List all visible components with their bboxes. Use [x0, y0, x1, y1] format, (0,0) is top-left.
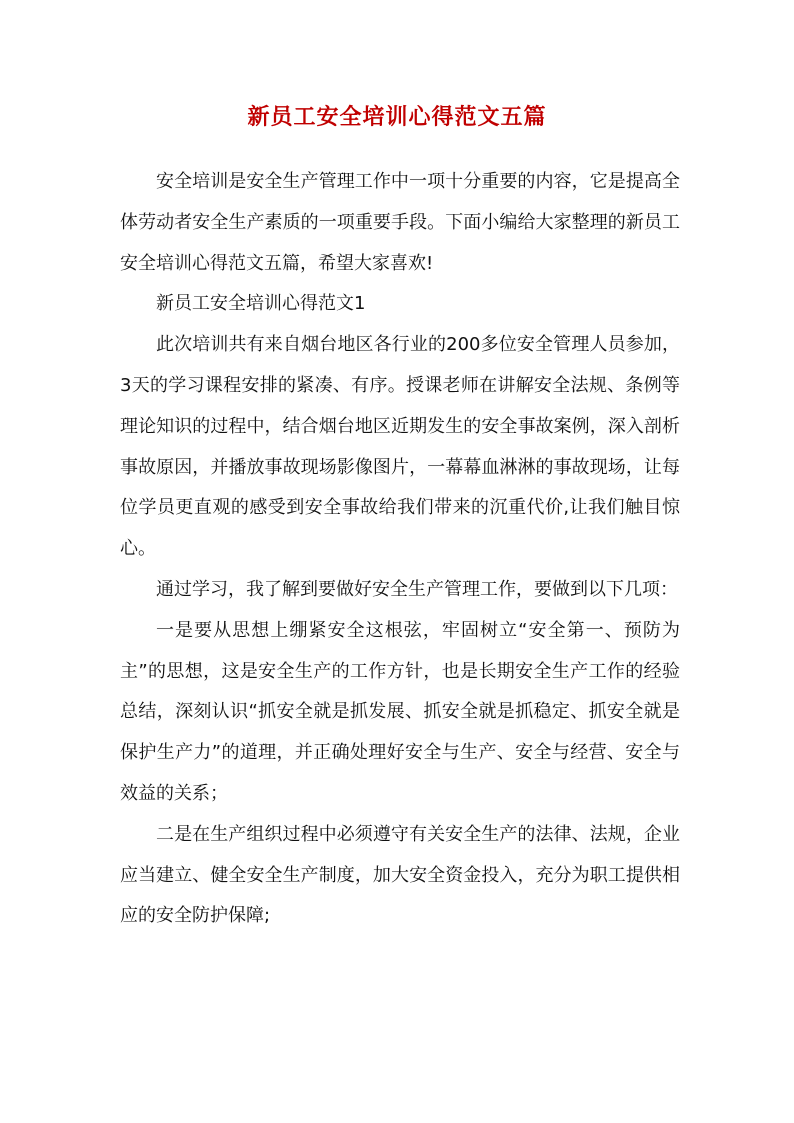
- paragraph-intro: 安全培训是安全生产管理工作中一项十分重要的内容，它是提高全体劳动者安全生产素质的一项重要手段。下面小编给大家整理的新员工安全培训心得范文五篇，希望大家喜欢!: [120, 171, 680, 274]
- paragraph-section-heading: 新员工安全培训心得范文1: [156, 293, 366, 315]
- paragraph-point-one: 一是要从思想上绷紧安全这根弦，牢固树立“安全第一、预防为主”的思想，这是安全生产的工作方针，也是长期安全生产工作的经验总结，深刻认识“抓安全就是抓发展、抓安全就是抓稳定、抓安全就是保护生产力”的道理，并正确处理好安全与生产、安全与经营、安全与效益的关系；: [120, 619, 680, 804]
- paragraph-point-two: 二是在生产组织过程中必须遵守有关安全生产的法律、法规，企业应当建立、健全安全生产制度，加大安全资金投入，充分为职工提供相应的安全防护保障;: [120, 823, 680, 927]
- paragraph-learning-summary: 通过学习，我了解到要做好安全生产管理工作，要做到以下几项：: [156, 578, 678, 600]
- paragraph-training-overview: 此次培训共有来自烟台地区各行业的200多位安全管理人员参加，3天的学习课程安排的紧凑、有序。授课老师在讲解安全法规、条例等理论知识的过程中，结合烟台地区近期发生的安全事故案例，深入剖析事故原因，并播放事故现场影像图片，一幕幕血淋淋的事故现场，让每位学员更直观的感受到安全事故给我们带来的沉重代价,让我们触目惊心。: [120, 334, 680, 560]
- document-title: 新员工安全培训心得范文五篇: [247, 104, 547, 130]
- document-body: [120, 162, 680, 937]
